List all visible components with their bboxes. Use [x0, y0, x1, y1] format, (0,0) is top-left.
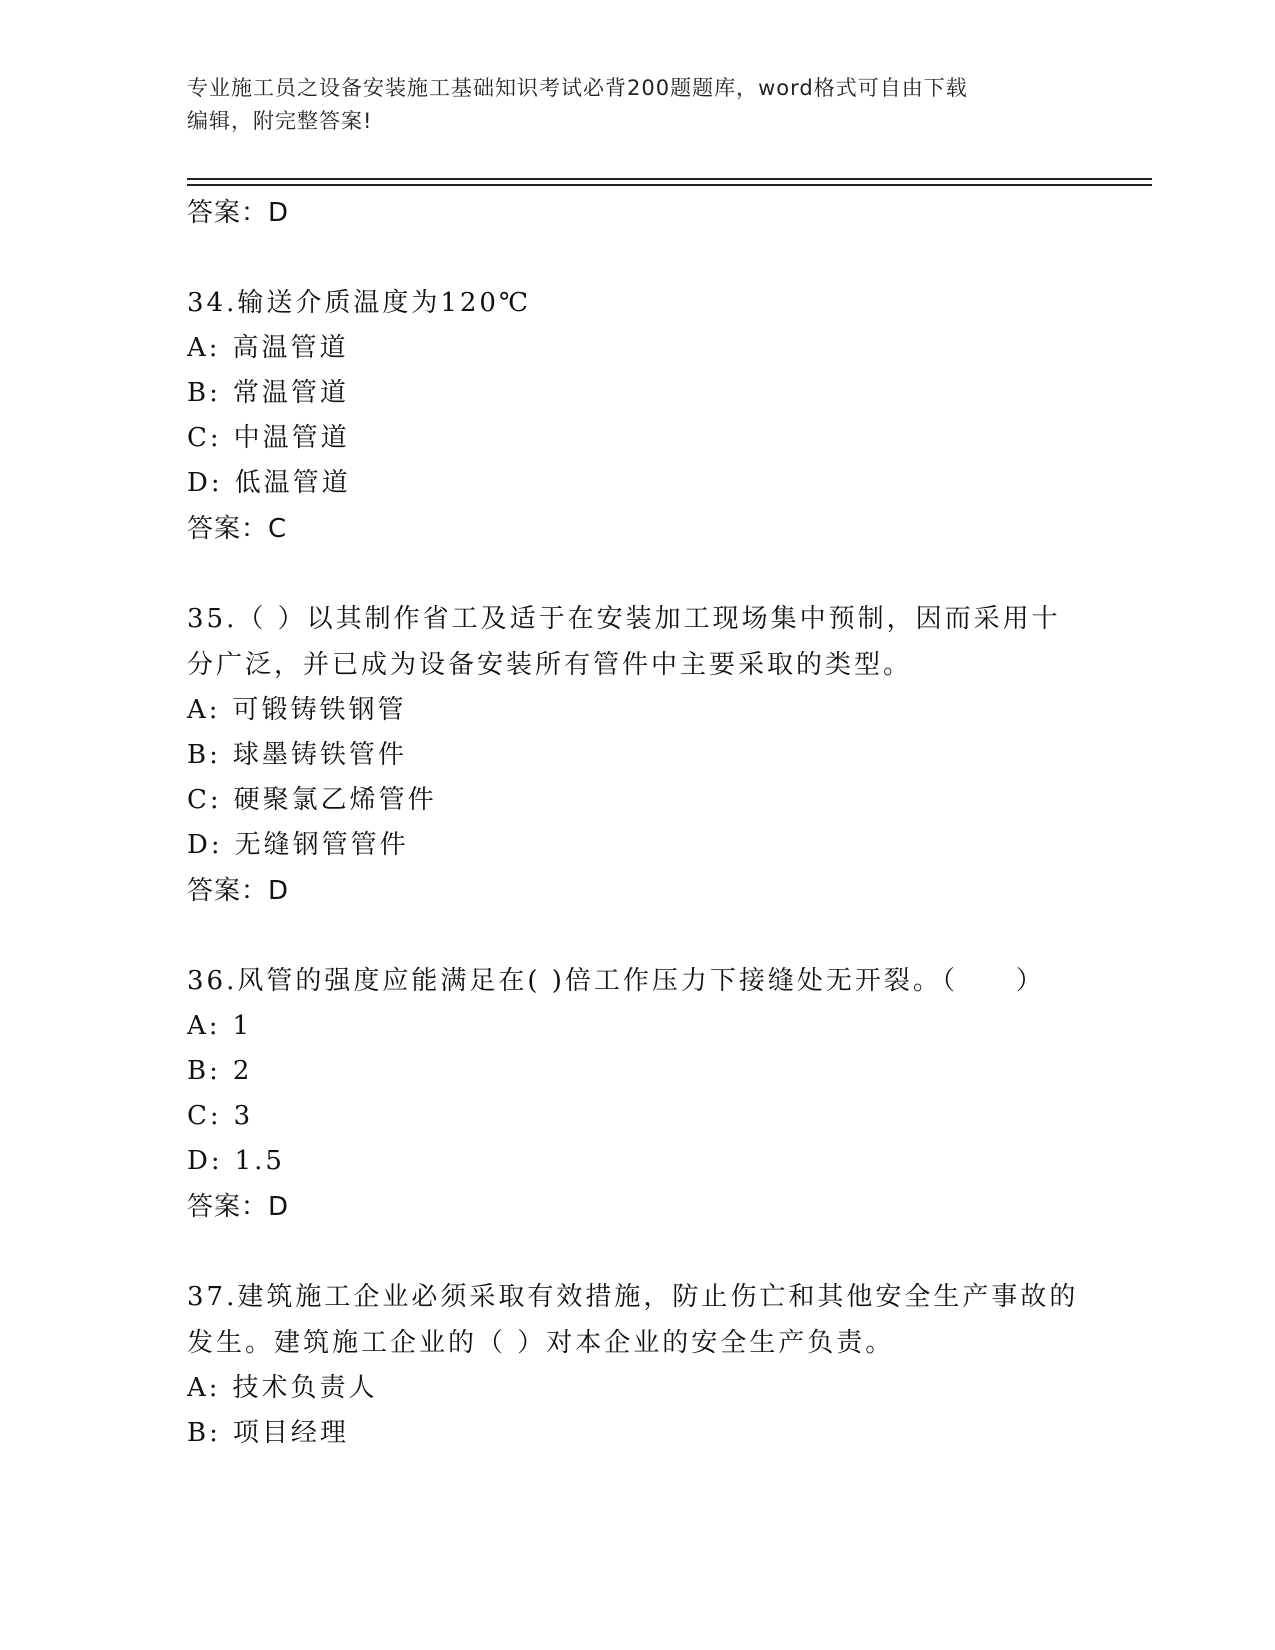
option-d — [187, 823, 1087, 868]
option-letter: B: — [187, 1056, 221, 1086]
option-text: 常温管道 — [232, 378, 349, 408]
option-text: 低温管道 — [234, 468, 351, 498]
option-b — [187, 371, 1087, 416]
option-text: 3 — [233, 1101, 254, 1131]
answer-line: 答案：D — [187, 198, 290, 228]
option-letter: B: — [187, 378, 221, 408]
option-c — [187, 1094, 1087, 1139]
option-b — [187, 1049, 1087, 1094]
question-34 — [187, 280, 1087, 552]
option-letter: A: — [187, 333, 221, 363]
question-36 — [187, 958, 1087, 1230]
option-text: 球墨铸铁管件 — [232, 740, 407, 770]
option-letter: C: — [187, 785, 222, 815]
option-a — [187, 1366, 1087, 1411]
option-letter: C: — [187, 423, 222, 453]
option-letter: D: — [187, 830, 223, 860]
option-letter: C: — [187, 1101, 222, 1131]
question-stem: 37.建筑施工企业必须采取有效措施，防止伤亡和其他安全生产事故的发生。建筑施工企业的（ ）对本企业的安全生产负责。 — [187, 1282, 1079, 1358]
option-b — [187, 1411, 1087, 1456]
option-b — [187, 733, 1087, 778]
option-text: 可锻铸铁钢管 — [232, 695, 407, 725]
option-d — [187, 1139, 1087, 1184]
document-header — [187, 72, 1087, 138]
option-text: 1.5 — [234, 1146, 285, 1176]
option-a — [187, 326, 1087, 371]
option-text: 硬聚氯乙烯管件 — [233, 785, 437, 815]
option-a — [187, 1004, 1087, 1049]
option-letter: A: — [187, 1011, 221, 1041]
header-line-2: 编辑，附完整答案! — [187, 109, 373, 133]
option-a — [187, 688, 1087, 733]
header-divider-top — [187, 178, 1152, 180]
answer-line: 答案：D — [187, 876, 290, 906]
option-c — [187, 416, 1087, 461]
question-list — [187, 190, 1087, 1456]
header-divider-bottom — [187, 184, 1152, 186]
option-text: 1 — [232, 1011, 253, 1041]
question-stem: 35.（ ）以其制作省工及适于在安装加工现场集中预制，因而采用十分广泛，并已成为设备安装所有管件中主要采取的类型。 — [187, 604, 1061, 680]
question-stem: 36.风管的强度应能满足在( )倍工作压力下接缝处无开裂。（ ） — [187, 966, 1045, 996]
question-stem: 34.输送介质温度为120℃ — [187, 288, 532, 318]
option-letter: D: — [187, 1146, 223, 1176]
option-c — [187, 778, 1087, 823]
option-letter: B: — [187, 1418, 221, 1448]
option-text: 高温管道 — [232, 333, 349, 363]
option-letter: A: — [187, 1373, 221, 1403]
option-text: 中温管道 — [233, 423, 350, 453]
option-letter: B: — [187, 740, 221, 770]
option-text: 技术负责人 — [232, 1373, 378, 1403]
option-text: 项目经理 — [232, 1418, 349, 1448]
question-37 — [187, 1274, 1087, 1456]
answer-line: 答案：D — [187, 1192, 290, 1222]
question-35 — [187, 596, 1087, 914]
option-d — [187, 461, 1087, 506]
option-letter: D: — [187, 468, 223, 498]
answer-line: 答案：C — [187, 514, 288, 544]
option-text: 2 — [232, 1056, 253, 1086]
option-letter: A: — [187, 695, 221, 725]
option-text: 无缝钢管管件 — [234, 830, 409, 860]
header-line-1: 专业施工员之设备安装施工基础知识考试必背200题题库，word格式可自由下载 — [187, 76, 968, 100]
